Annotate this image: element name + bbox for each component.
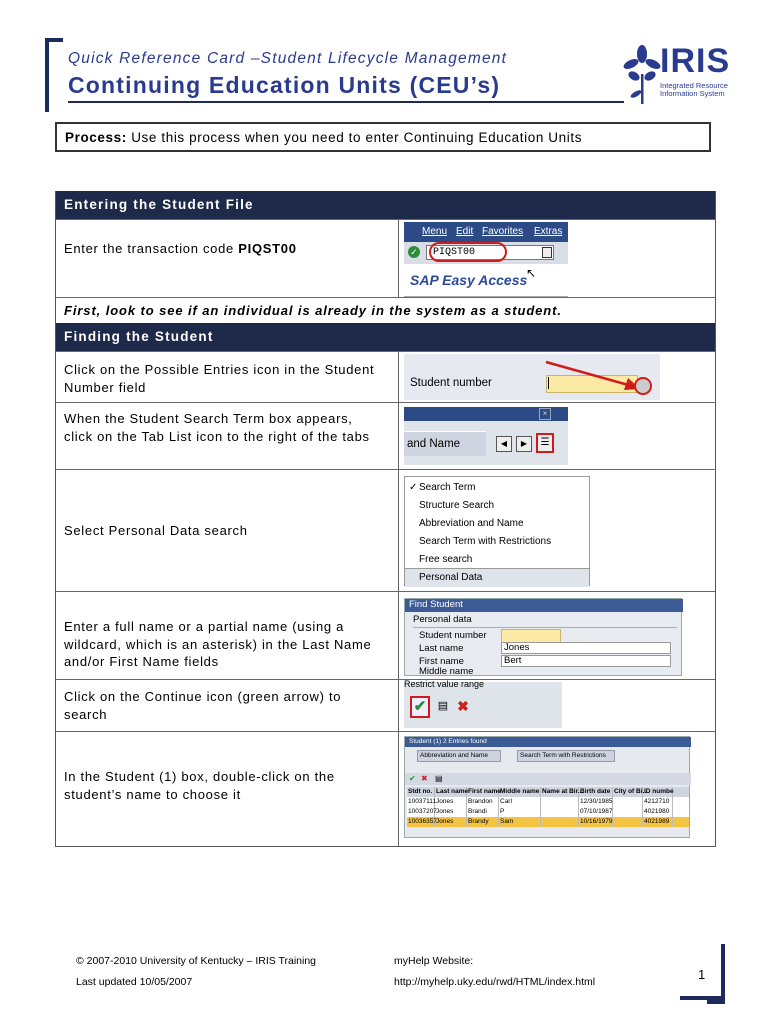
table-cell: Brandi — [467, 807, 499, 817]
section-header-finding: Finding the Student — [56, 323, 715, 351]
logo-wordmark: IRIS — [660, 42, 731, 80]
tab-and-name[interactable]: and Name — [404, 431, 486, 456]
results-header-row — [407, 787, 689, 797]
table-cell: 4212710 — [643, 797, 673, 807]
step-text-tab-list: When the Student Search Term box appears, click on the Tab List icon to the right of the tabs — [64, 411, 370, 444]
menu-item-edit[interactable]: Edit — [456, 226, 474, 237]
results-toolbar — [405, 773, 691, 785]
student-number-field[interactable] — [501, 629, 561, 643]
menu-check-icon: ✓ — [409, 482, 418, 493]
screenshot-continue — [404, 679, 562, 728]
dialog-titlebar — [404, 407, 568, 421]
possible-entries-icon[interactable] — [634, 377, 652, 395]
footer-help-label: myHelp Website: — [394, 955, 474, 967]
column-header: Stdt no. — [407, 787, 435, 797]
continue-check-icon[interactable]: ✔ — [410, 696, 430, 718]
process-text: Use this process when you need to enter Continuing Education Units — [131, 130, 583, 145]
table-cell: Brandon — [467, 797, 499, 807]
menu-abbreviation-name[interactable]: Abbreviation and Name — [419, 518, 524, 529]
cursor-icon: ↖ — [526, 266, 537, 280]
step-text-possible-entries: Click on the Possible Entries icon in the Student Number field — [64, 362, 375, 395]
table-cell — [541, 817, 579, 827]
step-row-tab-list — [56, 402, 715, 469]
transaction-code: PIQST00 — [238, 241, 297, 256]
table-cell: Jones — [435, 807, 467, 817]
sap-menubar — [404, 222, 568, 242]
column-header: Name at Bir... — [542, 788, 584, 795]
step-row-full-name — [56, 591, 715, 679]
close-icon[interactable]: × — [539, 408, 551, 420]
header-underline — [68, 101, 624, 103]
section-header-entering: Entering the Student File — [56, 191, 715, 219]
table-cell: Sam — [499, 817, 541, 827]
table-cell: 4021989 — [643, 817, 673, 827]
step-text-double-click: In the Student (1) box, double-click on the student’s name to choose it — [64, 769, 335, 802]
table-cell: P — [499, 807, 541, 817]
logo-tagline: Integrated Resource Information System — [660, 81, 728, 98]
table-row[interactable] — [407, 817, 689, 827]
find-student-titlebar: Find Student — [405, 599, 683, 612]
column-header: Middle name — [500, 788, 540, 795]
table-cell: 12/30/1985 — [580, 798, 613, 805]
easy-access-area — [404, 264, 568, 297]
table-cell: 10037111 — [408, 798, 436, 805]
column-header: First name — [468, 788, 501, 795]
iris-logo — [622, 44, 732, 110]
screenshot-tabs — [404, 407, 568, 465]
menu-search-restrictions[interactable]: Search Term with Restrictions — [419, 536, 552, 547]
page-title: Continuing Education Units (CEU’s) — [68, 72, 501, 98]
label-first-name: First name — [419, 656, 464, 667]
step-text-personal-data: Select Personal Data search — [64, 523, 248, 538]
results-table — [407, 787, 689, 827]
save-icon[interactable] — [542, 247, 552, 258]
column-header: ID numbe — [644, 788, 674, 795]
table-row[interactable] — [407, 797, 689, 807]
step-text-full-name: Enter a full name or a partial name (using a wildcard, which is an asterisk) in the Last Name and/or First Name fields — [64, 619, 372, 669]
label-middle-name: Middle name — [419, 666, 474, 677]
results-titlebar: Student (1) 2 Entries found — [405, 737, 691, 747]
menu-search-term[interactable]: Search Term — [419, 482, 476, 493]
table-cell — [613, 797, 643, 807]
footer-updated: Last updated 10/05/2007 — [76, 976, 193, 988]
first-name-field[interactable]: Bert — [501, 655, 671, 667]
screenshot-student-number — [404, 354, 660, 400]
process-label: Process: — [65, 130, 127, 145]
cancel-x-icon[interactable]: ✖ — [457, 698, 469, 714]
dialog-title-partial: Restrict value range — [404, 679, 485, 689]
table-cell: Jones — [435, 797, 467, 807]
step-text-continue: Click on the Continue icon (green arrow) to search — [64, 689, 342, 722]
menu-free-search[interactable]: Free search — [419, 554, 473, 565]
steps-table — [55, 191, 716, 847]
screenshot-search-menu — [404, 476, 590, 586]
menu-structure-search[interactable]: Structure Search — [419, 500, 495, 511]
table-cell: 10036357 — [408, 818, 437, 825]
results-tab-abbrev[interactable]: Abbreviation and Name — [417, 750, 501, 762]
menu-item-extras[interactable]: Extras — [534, 226, 563, 237]
header-bracket — [45, 38, 63, 112]
step-row-continue — [56, 679, 715, 731]
table-cell — [541, 797, 579, 807]
step-row-personal-data — [56, 469, 715, 591]
table-cell: 4021980 — [643, 807, 673, 817]
table-row[interactable] — [407, 807, 689, 817]
header-subtitle: Quick Reference Card –Student Lifecycle Management — [68, 50, 508, 67]
iris-flower-icon — [622, 44, 662, 106]
table-cell — [613, 817, 643, 827]
screenshot-results — [404, 736, 690, 838]
table-cell: Brandy — [467, 817, 499, 827]
page-number: 1 — [698, 967, 706, 982]
table-cell: 10/16/1979 — [580, 818, 613, 825]
column-header: Last name — [436, 788, 469, 795]
column-header: Birth date — [579, 787, 613, 797]
menu-item-menu[interactable]: Menu — [422, 226, 448, 237]
results-sort-icon[interactable]: ▤ — [435, 774, 443, 783]
personal-data-tab[interactable]: Personal data — [413, 614, 472, 625]
menu-item-favorites[interactable]: Favorites — [482, 226, 524, 237]
tab-left-icon[interactable]: ◀ — [496, 436, 512, 452]
student-number-label: Student number — [410, 377, 492, 389]
step-row-possible-entries — [56, 351, 715, 402]
step-text-transaction: Enter the transaction code PIQST00 — [64, 241, 297, 256]
step-row-results — [56, 731, 715, 846]
tab-list-icon[interactable]: ☰ — [536, 433, 554, 453]
column-header: City of Bi... — [614, 788, 648, 795]
label-last-name: Last name — [419, 643, 464, 654]
results-cancel-icon[interactable]: ✖ — [421, 774, 428, 783]
footer-help-url[interactable]: http://myhelp.uky.edu/rwd/HTML/index.html — [394, 976, 596, 988]
tab-right-icon[interactable]: ▶ — [516, 436, 532, 452]
enter-check-icon[interactable]: ✓ — [408, 246, 420, 258]
last-name-field[interactable]: Jones — [501, 642, 671, 654]
table-cell — [541, 807, 579, 817]
label-student-number: Student number — [419, 630, 487, 641]
table-cell — [613, 807, 643, 817]
results-check-icon[interactable]: ✔ — [409, 774, 416, 783]
screenshot-find-student — [404, 598, 682, 676]
screenshot-sap-menu — [404, 222, 568, 296]
menu-personal-data[interactable]: Personal Data — [405, 568, 589, 587]
multiple-selection-icon[interactable]: ▤ — [437, 700, 449, 712]
table-cell: Carl — [499, 797, 541, 807]
footer-copyright: © 2007-2010 University of Kentucky – IRIS Training — [76, 955, 317, 967]
footer-bracket — [707, 944, 725, 1004]
table-cell: 07/10/1987 — [580, 808, 613, 815]
first-look-note: First, look to see if an individual is already in the system as a student. — [56, 297, 715, 323]
command-field[interactable]: PIQST00 — [426, 245, 554, 260]
step-row-transaction — [56, 219, 715, 297]
results-tab-restrictions[interactable]: Search Term with Restrictions — [517, 750, 615, 762]
easy-access-title: SAP Easy Access — [410, 272, 528, 288]
sap-toolbar — [404, 242, 568, 264]
table-cell: 10037207 — [408, 808, 437, 815]
process-box — [55, 122, 711, 152]
highlight-oval — [429, 242, 507, 262]
table-cell: Jones — [435, 817, 467, 827]
